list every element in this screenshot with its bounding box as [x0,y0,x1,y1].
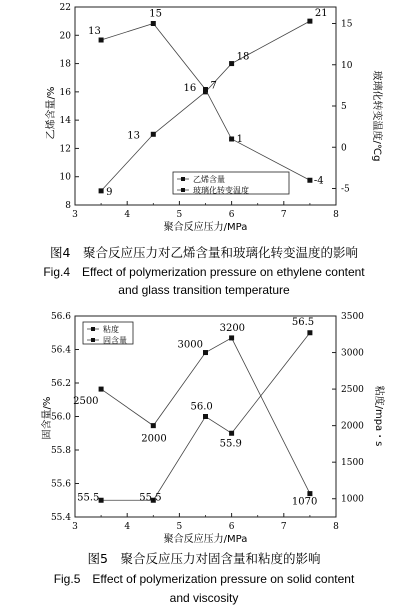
left-tick-label: 56.4 [50,345,71,356]
series-point-0 [151,423,156,428]
chart-solid-content-viscosity [40,312,386,545]
data-label-1: 56.5 [291,316,315,328]
series-point-1 [307,330,312,335]
left-tick-label: 12 [59,144,71,155]
left-tick-label: 56.2 [50,379,71,389]
fig4-caption-cn: 图4 聚合反应压力对乙烯含量和玻璃化转变温度的影响 [50,245,358,260]
series-point-0 [99,387,104,392]
data-label-0: 18 [236,51,250,63]
x-tick-label: 4 [124,210,131,220]
x-tick-label: 6 [228,522,235,532]
right-tick-label: 5 [341,102,347,112]
left-tick-label: 14 [59,116,71,127]
left-tick-label: 8 [65,201,71,211]
left-tick-label: 20 [59,31,71,42]
data-label-0: 1070 [291,496,318,508]
fig5-caption-en-line1: Fig.5 Effect of polymerization pressure on solid content [53,572,355,586]
fig4-caption-en-line1: Fig.4 Effect of polymerization pressure on ethylene content [43,265,365,279]
data-label-0: 3200 [219,322,246,334]
left-tick-label: 56.6 [50,312,71,322]
data-label-1: 13 [88,26,101,37]
right-tick-label: 1500 [341,458,364,469]
left-tick-label: 55.4 [50,513,71,523]
series-point-0 [203,350,208,355]
series-point-0 [151,132,156,137]
legend-marker [91,338,95,342]
legend-marker [91,327,95,331]
legend-marker [181,177,185,181]
x-axis-title: 聚合反应压力/MPa [163,222,248,233]
fig4-caption-en-line2: and glass transition temperature [118,283,290,297]
series-point-1 [229,137,234,142]
left-tick-label: 55.8 [50,446,71,456]
x-tick-label: 4 [124,522,131,532]
left-tick-label: 56.0 [50,412,71,423]
x-tick-label: 7 [280,210,287,220]
right-tick-label: 3000 [341,348,364,359]
series-point-1 [229,431,234,436]
data-label-0: 13 [127,130,141,142]
x-tick-label: 8 [333,522,339,532]
right-tick-label: 15 [341,19,353,30]
data-label-1: 55.9 [219,438,242,450]
right-tick-label: 10 [341,60,353,71]
legend-marker [181,188,185,192]
x-tick-label: 5 [176,210,183,220]
right-tick-label: 2000 [341,421,364,432]
right-axis-title: 玻璃化转变温度/℃g [371,70,382,162]
fig5-caption-en-line2: and viscosity [169,591,239,605]
data-label-1: 7 [210,80,217,92]
data-label-0: 2000 [141,433,167,445]
data-label-1: 15 [149,8,163,20]
series-point-1 [151,21,156,26]
series-point-0 [99,188,104,193]
data-label-1: 1 [236,134,243,145]
x-tick-label: 8 [333,210,339,220]
x-tick-label: 6 [228,210,235,220]
right-axis-title: 粘度/mpa・s [373,385,384,447]
right-tick-label: 2500 [341,385,364,396]
x-tick-label: 5 [176,522,183,532]
series-point-0 [307,19,312,24]
left-tick-label: 18 [59,59,71,70]
x-tick-label: 7 [280,522,287,532]
series-point-1 [203,87,208,92]
data-label-0: 9 [106,186,113,198]
left-axis-title: 固含量/% [42,396,53,440]
legend-entry: 固含量 [103,336,127,345]
right-tick-label: 0 [341,143,347,154]
legend-entry: 粘度 [103,325,119,334]
series-point-1 [307,178,312,183]
data-label-0: 3000 [177,339,203,351]
data-label-1: 56.0 [190,401,213,413]
data-label-0: 2500 [73,396,99,408]
fig5-caption-cn: 图5 聚合反应压力对固含量和粘度的影响 [87,551,321,566]
series-point-0 [307,491,312,496]
x-axis-title: 聚合反应压力/MPa [163,534,248,545]
series-point-0 [229,61,234,66]
legend-entry: 乙烯含量 [193,175,225,184]
x-tick-label: 3 [72,522,78,532]
left-tick-label: 55.6 [50,479,71,490]
legend-entry: 玻璃化转变温度 [193,186,249,195]
data-label-0: 21 [314,8,328,20]
series-point-0 [229,335,234,340]
x-tick-label: 3 [72,210,78,220]
series-line-0 [101,21,310,191]
data-label-1: 55.5 [77,492,100,504]
left-tick-label: 10 [59,172,71,183]
chart-ethylene-glass-transition [44,3,384,233]
series-point-1 [203,414,208,419]
right-tick-label: 3500 [341,312,364,322]
left-axis-title: 乙烯含量/% [46,86,57,140]
right-tick-label: 1000 [341,494,364,505]
left-tick-label: 16 [59,87,71,98]
right-tick-label: -5 [341,184,350,195]
data-label-0: 16 [183,82,197,94]
data-label-1: -4 [313,175,324,187]
data-label-1: 55.5 [139,492,162,504]
left-tick-label: 22 [59,3,71,13]
series-point-1 [99,38,104,43]
